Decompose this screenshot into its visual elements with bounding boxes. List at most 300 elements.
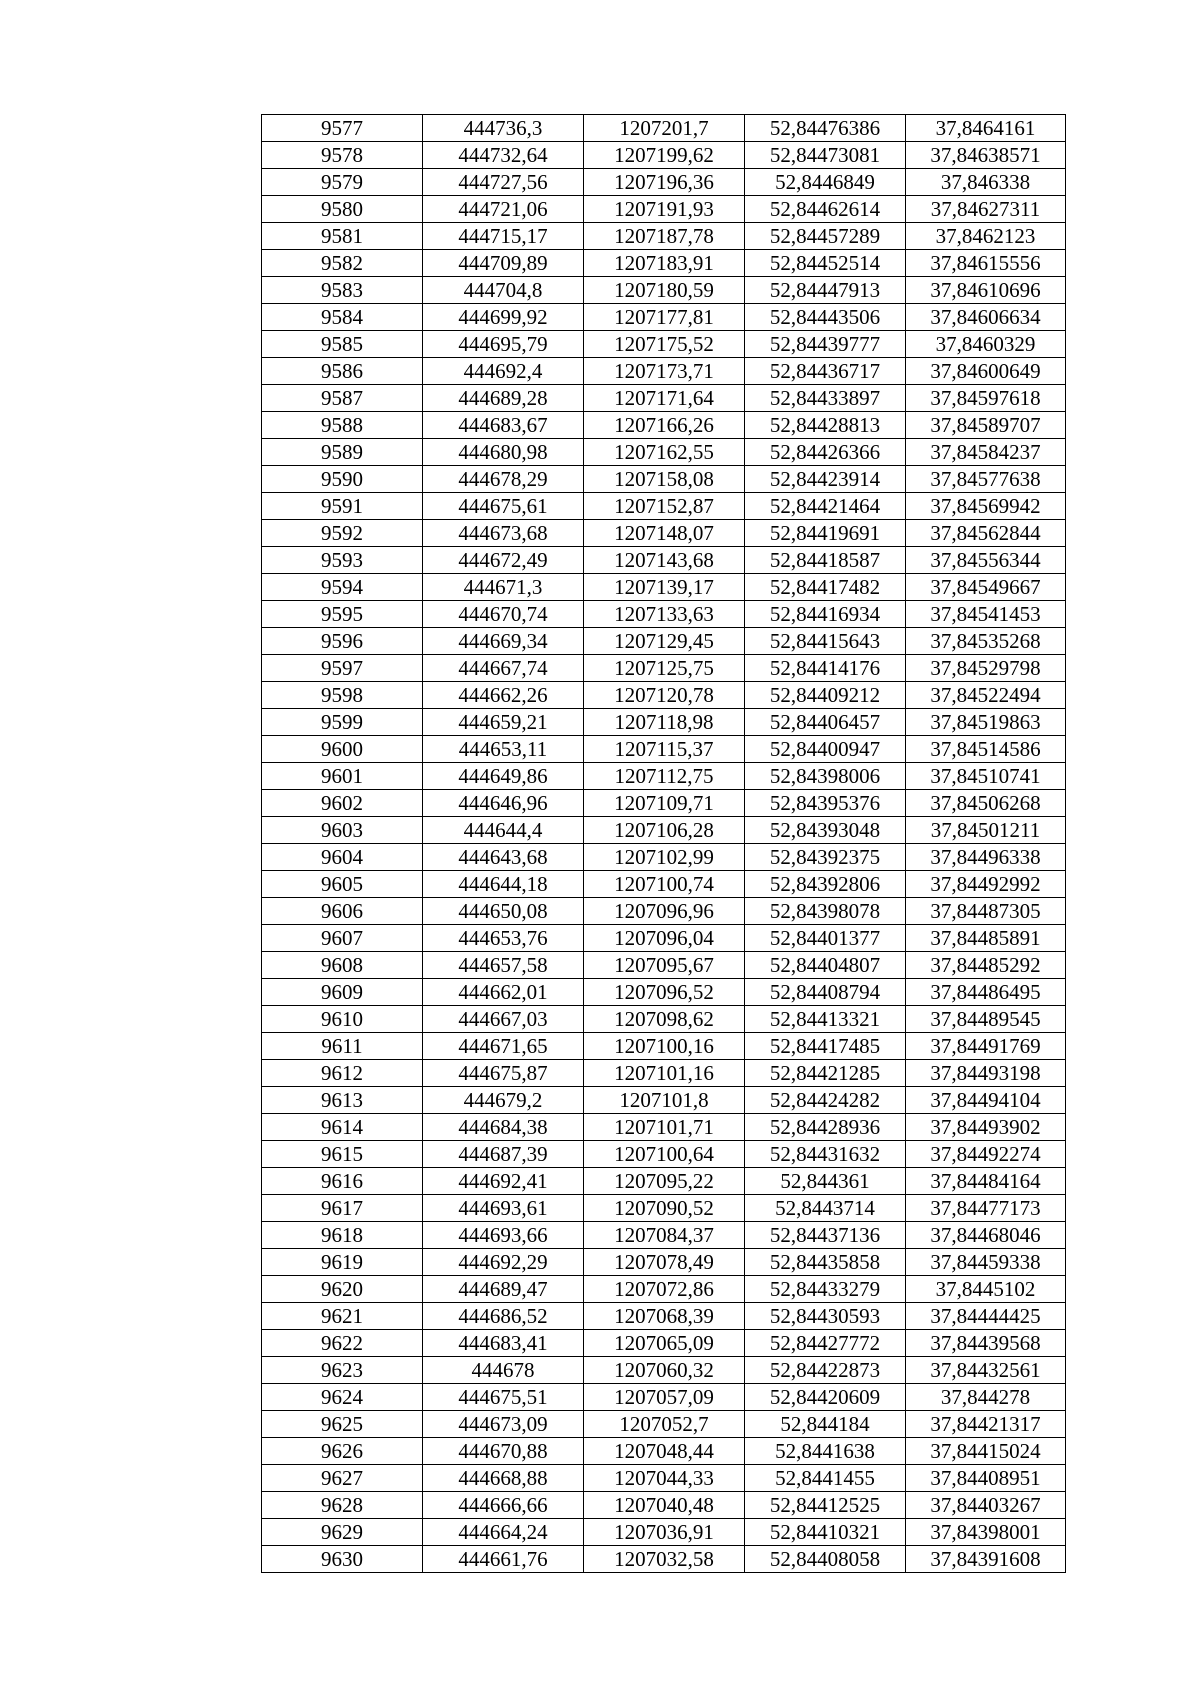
longitude-cell: 37,84496338	[906, 844, 1066, 871]
y-coordinate-cell: 1207098,62	[584, 1006, 745, 1033]
table-row	[262, 169, 1066, 196]
x-coordinate-cell: 444692,41	[423, 1168, 584, 1195]
table-row	[262, 385, 1066, 412]
x-coordinate-cell: 444715,17	[423, 223, 584, 250]
table-row	[262, 1168, 1066, 1195]
latitude-cell: 52,84428813	[745, 412, 906, 439]
latitude-cell: 52,844361	[745, 1168, 906, 1195]
latitude-cell: 52,84413321	[745, 1006, 906, 1033]
y-coordinate-cell: 1207096,04	[584, 925, 745, 952]
table-row	[262, 466, 1066, 493]
x-coordinate-cell: 444680,98	[423, 439, 584, 466]
y-coordinate-cell: 1207125,75	[584, 655, 745, 682]
y-coordinate-cell: 1207180,59	[584, 277, 745, 304]
point-number-cell: 9602	[262, 790, 423, 817]
point-number-cell: 9623	[262, 1357, 423, 1384]
point-number-cell: 9591	[262, 493, 423, 520]
y-coordinate-cell: 1207115,37	[584, 736, 745, 763]
latitude-cell: 52,84447913	[745, 277, 906, 304]
table-row	[262, 1330, 1066, 1357]
y-coordinate-cell: 1207095,22	[584, 1168, 745, 1195]
x-coordinate-cell: 444653,76	[423, 925, 584, 952]
y-coordinate-cell: 1207112,75	[584, 763, 745, 790]
x-coordinate-cell: 444646,96	[423, 790, 584, 817]
longitude-cell: 37,84597618	[906, 385, 1066, 412]
x-coordinate-cell: 444666,66	[423, 1492, 584, 1519]
latitude-cell: 52,84398006	[745, 763, 906, 790]
longitude-cell: 37,84519863	[906, 709, 1066, 736]
table-row	[262, 142, 1066, 169]
y-coordinate-cell: 1207100,16	[584, 1033, 745, 1060]
longitude-cell: 37,84510741	[906, 763, 1066, 790]
longitude-cell: 37,84589707	[906, 412, 1066, 439]
longitude-cell: 37,84610696	[906, 277, 1066, 304]
table-row	[262, 1060, 1066, 1087]
x-coordinate-cell: 444678	[423, 1357, 584, 1384]
x-coordinate-cell: 444689,28	[423, 385, 584, 412]
y-coordinate-cell: 1207048,44	[584, 1438, 745, 1465]
x-coordinate-cell: 444671,65	[423, 1033, 584, 1060]
point-number-cell: 9618	[262, 1222, 423, 1249]
y-coordinate-cell: 1207052,7	[584, 1411, 745, 1438]
point-number-cell: 9625	[262, 1411, 423, 1438]
longitude-cell: 37,84501211	[906, 817, 1066, 844]
x-coordinate-cell: 444675,61	[423, 493, 584, 520]
point-number-cell: 9599	[262, 709, 423, 736]
longitude-cell: 37,844278	[906, 1384, 1066, 1411]
y-coordinate-cell: 1207143,68	[584, 547, 745, 574]
longitude-cell: 37,84408951	[906, 1465, 1066, 1492]
longitude-cell: 37,84600649	[906, 358, 1066, 385]
latitude-cell: 52,84439777	[745, 331, 906, 358]
x-coordinate-cell: 444699,92	[423, 304, 584, 331]
x-coordinate-cell: 444692,29	[423, 1249, 584, 1276]
latitude-cell: 52,84424282	[745, 1087, 906, 1114]
x-coordinate-cell: 444673,68	[423, 520, 584, 547]
y-coordinate-cell: 1207057,09	[584, 1384, 745, 1411]
x-coordinate-cell: 444653,11	[423, 736, 584, 763]
latitude-cell: 52,84427772	[745, 1330, 906, 1357]
y-coordinate-cell: 1207078,49	[584, 1249, 745, 1276]
x-coordinate-cell: 444709,89	[423, 250, 584, 277]
table-row	[262, 817, 1066, 844]
point-number-cell: 9607	[262, 925, 423, 952]
latitude-cell: 52,84423914	[745, 466, 906, 493]
latitude-cell: 52,84392806	[745, 871, 906, 898]
latitude-cell: 52,84419691	[745, 520, 906, 547]
longitude-cell: 37,84487305	[906, 898, 1066, 925]
table-row	[262, 196, 1066, 223]
longitude-cell: 37,84569942	[906, 493, 1066, 520]
table-row	[262, 790, 1066, 817]
point-number-cell: 9578	[262, 142, 423, 169]
table-row	[262, 250, 1066, 277]
latitude-cell: 52,84417482	[745, 574, 906, 601]
longitude-cell: 37,84485292	[906, 952, 1066, 979]
longitude-cell: 37,84541453	[906, 601, 1066, 628]
point-number-cell: 9586	[262, 358, 423, 385]
latitude-cell: 52,84431632	[745, 1141, 906, 1168]
table-row	[262, 655, 1066, 682]
y-coordinate-cell: 1207044,33	[584, 1465, 745, 1492]
x-coordinate-cell: 444671,3	[423, 574, 584, 601]
x-coordinate-cell: 444662,26	[423, 682, 584, 709]
y-coordinate-cell: 1207101,71	[584, 1114, 745, 1141]
x-coordinate-cell: 444693,66	[423, 1222, 584, 1249]
point-number-cell: 9580	[262, 196, 423, 223]
longitude-cell: 37,84415024	[906, 1438, 1066, 1465]
point-number-cell: 9603	[262, 817, 423, 844]
table-row	[262, 520, 1066, 547]
table-row	[262, 1465, 1066, 1492]
point-number-cell: 9626	[262, 1438, 423, 1465]
table-body	[262, 115, 1066, 1573]
point-number-cell: 9594	[262, 574, 423, 601]
table-row	[262, 547, 1066, 574]
x-coordinate-cell: 444678,29	[423, 466, 584, 493]
point-number-cell: 9619	[262, 1249, 423, 1276]
x-coordinate-cell: 444727,56	[423, 169, 584, 196]
point-number-cell: 9609	[262, 979, 423, 1006]
point-number-cell: 9598	[262, 682, 423, 709]
latitude-cell: 52,84418587	[745, 547, 906, 574]
table-row	[262, 1546, 1066, 1573]
latitude-cell: 52,84420609	[745, 1384, 906, 1411]
latitude-cell: 52,84452514	[745, 250, 906, 277]
y-coordinate-cell: 1207065,09	[584, 1330, 745, 1357]
y-coordinate-cell: 1207036,91	[584, 1519, 745, 1546]
y-coordinate-cell: 1207101,16	[584, 1060, 745, 1087]
x-coordinate-cell: 444692,4	[423, 358, 584, 385]
latitude-cell: 52,84473081	[745, 142, 906, 169]
x-coordinate-cell: 444672,49	[423, 547, 584, 574]
table-row	[262, 1303, 1066, 1330]
latitude-cell: 52,84401377	[745, 925, 906, 952]
latitude-cell: 52,84414176	[745, 655, 906, 682]
x-coordinate-cell: 444649,86	[423, 763, 584, 790]
longitude-cell: 37,84627311	[906, 196, 1066, 223]
point-number-cell: 9596	[262, 628, 423, 655]
table-row	[262, 331, 1066, 358]
x-coordinate-cell: 444670,88	[423, 1438, 584, 1465]
longitude-cell: 37,84549667	[906, 574, 1066, 601]
x-coordinate-cell: 444661,76	[423, 1546, 584, 1573]
table-row	[262, 1249, 1066, 1276]
point-number-cell: 9612	[262, 1060, 423, 1087]
table-row	[262, 1357, 1066, 1384]
latitude-cell: 52,84422873	[745, 1357, 906, 1384]
latitude-cell: 52,84409212	[745, 682, 906, 709]
x-coordinate-cell: 444695,79	[423, 331, 584, 358]
longitude-cell: 37,84577638	[906, 466, 1066, 493]
y-coordinate-cell: 1207096,52	[584, 979, 745, 1006]
longitude-cell: 37,84398001	[906, 1519, 1066, 1546]
point-number-cell: 9606	[262, 898, 423, 925]
latitude-cell: 52,84433897	[745, 385, 906, 412]
longitude-cell: 37,8464161	[906, 115, 1066, 142]
latitude-cell: 52,84462614	[745, 196, 906, 223]
y-coordinate-cell: 1207096,96	[584, 898, 745, 925]
table-row	[262, 574, 1066, 601]
latitude-cell: 52,844184	[745, 1411, 906, 1438]
longitude-cell: 37,84562844	[906, 520, 1066, 547]
latitude-cell: 52,84406457	[745, 709, 906, 736]
latitude-cell: 52,84410321	[745, 1519, 906, 1546]
longitude-cell: 37,84391608	[906, 1546, 1066, 1573]
x-coordinate-cell: 444683,41	[423, 1330, 584, 1357]
coordinates-table	[261, 114, 1066, 1573]
latitude-cell: 52,8443714	[745, 1195, 906, 1222]
table-row	[262, 1519, 1066, 1546]
longitude-cell: 37,84403267	[906, 1492, 1066, 1519]
longitude-cell: 37,84444425	[906, 1303, 1066, 1330]
table-row	[262, 1033, 1066, 1060]
latitude-cell: 52,84392375	[745, 844, 906, 871]
table-row	[262, 304, 1066, 331]
table-row	[262, 1141, 1066, 1168]
latitude-cell: 52,84416934	[745, 601, 906, 628]
latitude-cell: 52,84443506	[745, 304, 906, 331]
y-coordinate-cell: 1207129,45	[584, 628, 745, 655]
y-coordinate-cell: 1207191,93	[584, 196, 745, 223]
table-row	[262, 1006, 1066, 1033]
y-coordinate-cell: 1207201,7	[584, 115, 745, 142]
point-number-cell: 9613	[262, 1087, 423, 1114]
x-coordinate-cell: 444643,68	[423, 844, 584, 871]
y-coordinate-cell: 1207068,39	[584, 1303, 745, 1330]
latitude-cell: 52,84408794	[745, 979, 906, 1006]
latitude-cell: 52,84436717	[745, 358, 906, 385]
point-number-cell: 9614	[262, 1114, 423, 1141]
y-coordinate-cell: 1207102,99	[584, 844, 745, 871]
latitude-cell: 52,84428936	[745, 1114, 906, 1141]
table-row	[262, 979, 1066, 1006]
point-number-cell: 9628	[262, 1492, 423, 1519]
point-number-cell: 9611	[262, 1033, 423, 1060]
table-row	[262, 1222, 1066, 1249]
table-row	[262, 925, 1066, 952]
point-number-cell: 9597	[262, 655, 423, 682]
table-row	[262, 763, 1066, 790]
table-row	[262, 736, 1066, 763]
point-number-cell: 9627	[262, 1465, 423, 1492]
y-coordinate-cell: 1207166,26	[584, 412, 745, 439]
y-coordinate-cell: 1207072,86	[584, 1276, 745, 1303]
latitude-cell: 52,84393048	[745, 817, 906, 844]
point-number-cell: 9579	[262, 169, 423, 196]
y-coordinate-cell: 1207175,52	[584, 331, 745, 358]
table-row	[262, 898, 1066, 925]
y-coordinate-cell: 1207133,63	[584, 601, 745, 628]
table-row	[262, 439, 1066, 466]
table-row	[262, 277, 1066, 304]
table-row	[262, 1087, 1066, 1114]
point-number-cell: 9621	[262, 1303, 423, 1330]
longitude-cell: 37,84606634	[906, 304, 1066, 331]
point-number-cell: 9584	[262, 304, 423, 331]
table-row	[262, 709, 1066, 736]
longitude-cell: 37,8462123	[906, 223, 1066, 250]
point-number-cell: 9622	[262, 1330, 423, 1357]
x-coordinate-cell: 444675,87	[423, 1060, 584, 1087]
point-number-cell: 9624	[262, 1384, 423, 1411]
point-number-cell: 9581	[262, 223, 423, 250]
y-coordinate-cell: 1207162,55	[584, 439, 745, 466]
table-row	[262, 1276, 1066, 1303]
x-coordinate-cell: 444673,09	[423, 1411, 584, 1438]
table-row	[262, 682, 1066, 709]
longitude-cell: 37,84615556	[906, 250, 1066, 277]
longitude-cell: 37,84459338	[906, 1249, 1066, 1276]
point-number-cell: 9589	[262, 439, 423, 466]
x-coordinate-cell: 444664,24	[423, 1519, 584, 1546]
y-coordinate-cell: 1207148,07	[584, 520, 745, 547]
latitude-cell: 52,84412525	[745, 1492, 906, 1519]
longitude-cell: 37,84522494	[906, 682, 1066, 709]
y-coordinate-cell: 1207101,8	[584, 1087, 745, 1114]
x-coordinate-cell: 444686,52	[423, 1303, 584, 1330]
latitude-cell: 52,84408058	[745, 1546, 906, 1573]
point-number-cell: 9592	[262, 520, 423, 547]
longitude-cell: 37,84421317	[906, 1411, 1066, 1438]
point-number-cell: 9610	[262, 1006, 423, 1033]
x-coordinate-cell: 444667,03	[423, 1006, 584, 1033]
latitude-cell: 52,84426366	[745, 439, 906, 466]
point-number-cell: 9595	[262, 601, 423, 628]
latitude-cell: 52,8446849	[745, 169, 906, 196]
longitude-cell: 37,84506268	[906, 790, 1066, 817]
latitude-cell: 52,84457289	[745, 223, 906, 250]
table-row	[262, 871, 1066, 898]
latitude-cell: 52,8441638	[745, 1438, 906, 1465]
y-coordinate-cell: 1207118,98	[584, 709, 745, 736]
x-coordinate-cell: 444675,51	[423, 1384, 584, 1411]
x-coordinate-cell: 444644,18	[423, 871, 584, 898]
point-number-cell: 9601	[262, 763, 423, 790]
table-row	[262, 1411, 1066, 1438]
x-coordinate-cell: 444670,74	[423, 601, 584, 628]
table-row	[262, 628, 1066, 655]
x-coordinate-cell: 444704,8	[423, 277, 584, 304]
longitude-cell: 37,84492274	[906, 1141, 1066, 1168]
table-row	[262, 1114, 1066, 1141]
latitude-cell: 52,8441455	[745, 1465, 906, 1492]
point-number-cell: 9620	[262, 1276, 423, 1303]
point-number-cell: 9582	[262, 250, 423, 277]
latitude-cell: 52,84400947	[745, 736, 906, 763]
x-coordinate-cell: 444732,64	[423, 142, 584, 169]
x-coordinate-cell: 444668,88	[423, 1465, 584, 1492]
x-coordinate-cell: 444693,61	[423, 1195, 584, 1222]
longitude-cell: 37,84535268	[906, 628, 1066, 655]
latitude-cell: 52,84476386	[745, 115, 906, 142]
y-coordinate-cell: 1207060,32	[584, 1357, 745, 1384]
latitude-cell: 52,84430593	[745, 1303, 906, 1330]
point-number-cell: 9577	[262, 115, 423, 142]
y-coordinate-cell: 1207173,71	[584, 358, 745, 385]
x-coordinate-cell: 444669,34	[423, 628, 584, 655]
longitude-cell: 37,84477173	[906, 1195, 1066, 1222]
point-number-cell: 9630	[262, 1546, 423, 1573]
longitude-cell: 37,84468046	[906, 1222, 1066, 1249]
y-coordinate-cell: 1207187,78	[584, 223, 745, 250]
y-coordinate-cell: 1207199,62	[584, 142, 745, 169]
y-coordinate-cell: 1207084,37	[584, 1222, 745, 1249]
latitude-cell: 52,84395376	[745, 790, 906, 817]
x-coordinate-cell: 444657,58	[423, 952, 584, 979]
x-coordinate-cell: 444644,4	[423, 817, 584, 844]
x-coordinate-cell: 444736,3	[423, 115, 584, 142]
y-coordinate-cell: 1207032,58	[584, 1546, 745, 1573]
x-coordinate-cell: 444721,06	[423, 196, 584, 223]
y-coordinate-cell: 1207183,91	[584, 250, 745, 277]
x-coordinate-cell: 444650,08	[423, 898, 584, 925]
table-row	[262, 223, 1066, 250]
y-coordinate-cell: 1207196,36	[584, 169, 745, 196]
x-coordinate-cell: 444667,74	[423, 655, 584, 682]
y-coordinate-cell: 1207100,74	[584, 871, 745, 898]
point-number-cell: 9617	[262, 1195, 423, 1222]
y-coordinate-cell: 1207109,71	[584, 790, 745, 817]
latitude-cell: 52,84421464	[745, 493, 906, 520]
longitude-cell: 37,84432561	[906, 1357, 1066, 1384]
y-coordinate-cell: 1207095,67	[584, 952, 745, 979]
longitude-cell: 37,84439568	[906, 1330, 1066, 1357]
y-coordinate-cell: 1207158,08	[584, 466, 745, 493]
x-coordinate-cell: 444659,21	[423, 709, 584, 736]
table-row	[262, 1384, 1066, 1411]
y-coordinate-cell: 1207040,48	[584, 1492, 745, 1519]
y-coordinate-cell: 1207139,17	[584, 574, 745, 601]
latitude-cell: 52,84421285	[745, 1060, 906, 1087]
point-number-cell: 9615	[262, 1141, 423, 1168]
point-number-cell: 9604	[262, 844, 423, 871]
latitude-cell: 52,84415643	[745, 628, 906, 655]
longitude-cell: 37,84486495	[906, 979, 1066, 1006]
x-coordinate-cell: 444687,39	[423, 1141, 584, 1168]
table-row	[262, 493, 1066, 520]
point-number-cell: 9616	[262, 1168, 423, 1195]
longitude-cell: 37,84514586	[906, 736, 1066, 763]
longitude-cell: 37,84493198	[906, 1060, 1066, 1087]
table-row	[262, 952, 1066, 979]
longitude-cell: 37,84492992	[906, 871, 1066, 898]
longitude-cell: 37,84485891	[906, 925, 1066, 952]
point-number-cell: 9605	[262, 871, 423, 898]
y-coordinate-cell: 1207171,64	[584, 385, 745, 412]
x-coordinate-cell: 444689,47	[423, 1276, 584, 1303]
longitude-cell: 37,84494104	[906, 1087, 1066, 1114]
latitude-cell: 52,84398078	[745, 898, 906, 925]
table-row	[262, 1438, 1066, 1465]
longitude-cell: 37,84584237	[906, 439, 1066, 466]
table-row	[262, 601, 1066, 628]
y-coordinate-cell: 1207152,87	[584, 493, 745, 520]
point-number-cell: 9588	[262, 412, 423, 439]
x-coordinate-cell: 444662,01	[423, 979, 584, 1006]
point-number-cell: 9587	[262, 385, 423, 412]
x-coordinate-cell: 444684,38	[423, 1114, 584, 1141]
longitude-cell: 37,84484164	[906, 1168, 1066, 1195]
longitude-cell: 37,84529798	[906, 655, 1066, 682]
longitude-cell: 37,8460329	[906, 331, 1066, 358]
x-coordinate-cell: 444679,2	[423, 1087, 584, 1114]
table-row	[262, 412, 1066, 439]
table-row	[262, 115, 1066, 142]
latitude-cell: 52,84404807	[745, 952, 906, 979]
longitude-cell: 37,8445102	[906, 1276, 1066, 1303]
point-number-cell: 9600	[262, 736, 423, 763]
